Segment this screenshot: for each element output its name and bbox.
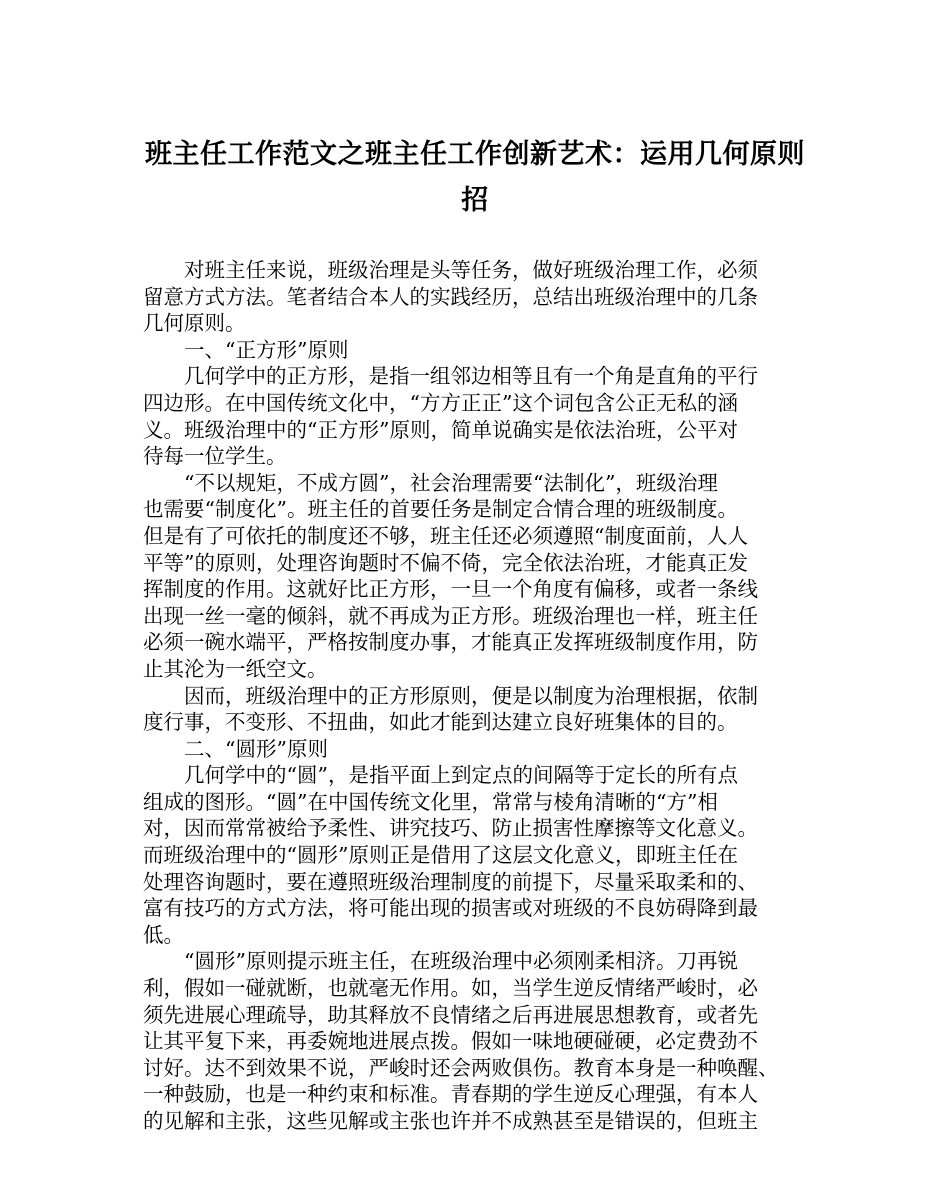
- body-line: 对，因而常常被给予柔性、讲究技巧、防止损害性摩擦等文化意义。: [143, 816, 758, 841]
- body-line: 讨好。达不到效果不说，严峻时还会两败俱伤。教育本身是一种唤醒、: [143, 1055, 779, 1080]
- body-line: 组成的图形。“圆”在中国传统文化里，常常与棱角清晰的“方”相: [143, 789, 718, 814]
- body-line: 四边形。在中国传统文化中，“方方正正”这个词包含公正无私的涵: [143, 390, 738, 415]
- body-line: 几何学中的正方形，是指一组邻边相等且有一个角是直角的平行: [143, 364, 758, 389]
- body-line: 而班级治理中的“圆形”原则正是借用了这层文化意义，即班主任在: [143, 843, 738, 868]
- body-line: 因而，班级治理中的正方形原则，便是以制度为治理根据，依制: [143, 683, 758, 708]
- body-line: 一种鼓励，也是一种约束和标准。青春期的学生逆反心理强，有本人: [143, 1082, 758, 1107]
- body-line: 几何学中的“圆”，是指平面上到定点的间隔等于定长的所有点: [143, 763, 738, 788]
- body-line: 度行事，不变形、不扭曲，如此才能到达建立良好班集体的目的。: [143, 710, 738, 735]
- body-line: 必须一碗水端平，严格按制度办事，才能真正发挥班级制度作用，防: [143, 630, 758, 655]
- body-line: 富有技巧的方式方法，将可能出现的损害或对班级的不良妨碍降到最: [143, 896, 758, 921]
- body-line: 待每一位学生。: [143, 444, 287, 469]
- section-heading: 二、“圆形”原则: [143, 736, 328, 761]
- document-body: [143, 257, 823, 1135]
- body-line: 几何原则。: [143, 311, 246, 336]
- title-line: 班主任工作范文之班主任工作创新艺术：运用几何原则: [145, 139, 805, 170]
- body-line: 挥制度的作用。这就好比正方形，一旦一个角度有偏移，或者一条线: [143, 577, 758, 602]
- body-line: 让其平复下来，再委婉地进展点拨。假如一味地硬碰硬，必定费劲不: [143, 1029, 758, 1054]
- body-line: 止其沦为一纸空文。: [143, 656, 328, 681]
- body-line: 须先进展心理疏导，助其释放不良情绪之后再进展思想教育，或者先: [143, 1002, 758, 1027]
- body-line: 也需要“制度化”。班主任的首要任务是制定合情合理的班级制度。: [143, 497, 738, 522]
- body-line: 义。班级治理中的“正方形”原则，简单说确实是依法治班，公平对: [143, 417, 738, 442]
- body-line: 但是有了可依托的制度还不够，班主任还必须遵照“制度面前，人人: [143, 523, 748, 548]
- document-title: [130, 132, 820, 224]
- body-line: 利，假如一碰就断，也就毫无作用。如，当学生逆反情绪严峻时，必: [143, 976, 758, 1001]
- body-line: “圆形”原则提示班主任，在班级治理中必须刚柔相济。刀再锐: [143, 949, 738, 974]
- body-line: 出现一丝一毫的倾斜，就不再成为正方形。班级治理也一样，班主任: [143, 603, 758, 628]
- body-line: 对班主任来说，班级治理是头等任务，做好班级治理工作，必须: [143, 258, 758, 282]
- section-heading: 一、“正方形”原则: [143, 337, 349, 362]
- body-line: 留意方式方法。笔者结合本人的实践经历，总结出班级治理中的几条: [143, 284, 758, 309]
- title-line: 招: [461, 185, 489, 216]
- body-line: 平等”的原则，处理咨询题时不偏不倚，完全依法治班，才能真正发: [143, 550, 748, 575]
- body-line: “不以规矩，不成方圆”，社会治理需要“法制化”，班级治理: [143, 470, 718, 495]
- body-line: 处理咨询题时，要在遵照班级治理制度的前提下，尽量采取柔和的、: [143, 869, 758, 894]
- body-line: 低。: [143, 922, 184, 947]
- body-line: 的见解和主张，这些见解或主张也许并不成熟甚至是错误的，但班主: [143, 1109, 758, 1133]
